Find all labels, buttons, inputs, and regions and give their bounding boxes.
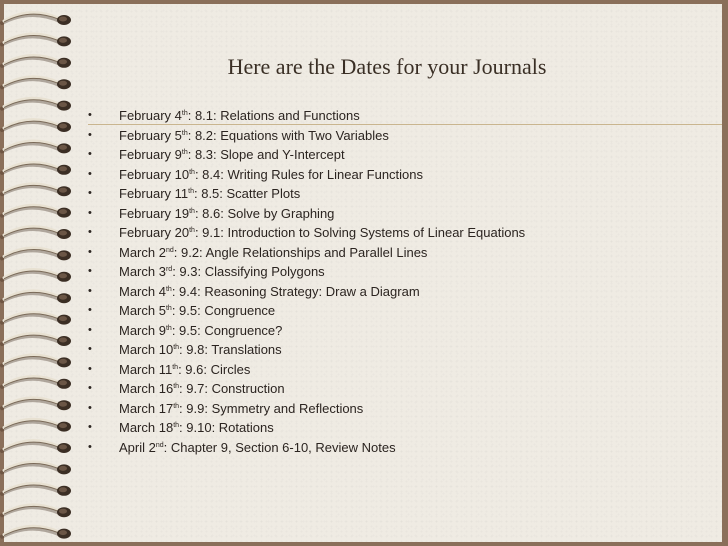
date-label: February 19 — [119, 205, 190, 221]
topic-label: : 9.2: Angle Relationships and Parallel Lines — [173, 244, 428, 260]
list-item-text — [119, 282, 420, 302]
topic-label: : 9.5: Congruence? — [171, 322, 283, 338]
date-label: March 5 — [119, 303, 166, 318]
ordinal-suffix: th — [181, 149, 188, 156]
list-item-text — [119, 223, 525, 243]
ordinal-suffix: th — [181, 129, 188, 137]
spiral-ring — [2, 419, 71, 431]
spiral-ring — [2, 441, 71, 453]
date-label: April 2 — [119, 439, 156, 455]
date-label: March 11 — [119, 361, 173, 377]
ordinal-suffix: th — [173, 344, 180, 351]
bullet-icon: • — [88, 401, 92, 414]
ordinal-suffix: rd — [165, 266, 173, 273]
spiral-ring — [2, 184, 71, 196]
list-item-text — [119, 418, 274, 438]
ordinal-suffix: th — [189, 227, 195, 234]
ordinal-suffix: th — [188, 188, 194, 195]
list-item-text — [119, 243, 427, 263]
topic-label: : 9.5: Congruence — [171, 303, 276, 318]
spiral-ring — [2, 483, 71, 495]
spiral-ring — [2, 269, 71, 281]
list-item-text — [119, 262, 325, 282]
topic-label: : 8.2: Equations with Two Variables — [187, 127, 389, 143]
spiral-ring — [2, 98, 71, 110]
ordinal-suffix: th — [165, 305, 172, 312]
topic-label: : 9.3: Classifying Polygons — [172, 264, 325, 279]
topic-label: : 9.4: Reasoning Strategy: Draw a Diagram — [171, 283, 420, 299]
topic-label: : 9.9: Symmetry and Reflections — [179, 400, 364, 416]
ordinal-suffix: th — [173, 383, 180, 390]
date-label: March 2 — [119, 244, 166, 260]
spiral-ring — [2, 334, 71, 346]
list-item-text — [119, 184, 300, 204]
spiral-binding-icon — [0, 0, 80, 546]
spiral-ring — [2, 398, 71, 410]
spiral-ring — [2, 355, 71, 367]
list-item-text — [119, 321, 282, 341]
topic-label: : 9.1: Introduction to Solving Systems of Linear Equations — [194, 225, 526, 240]
topic-label: : 8.6: Solve by Graphing — [194, 205, 335, 221]
bullet-icon: • — [88, 245, 92, 258]
list-item-text — [119, 399, 363, 419]
ordinal-suffix: th — [172, 363, 179, 371]
list-item-text — [119, 126, 389, 146]
date-label: March 4 — [119, 283, 166, 299]
topic-label: : 9.10: Rotations — [179, 420, 274, 435]
topic-label: : 8.1: Relations and Functions — [187, 108, 360, 123]
date-label: March 9 — [119, 322, 166, 338]
ordinal-suffix: th — [165, 324, 172, 332]
topic-label: : 8.4: Writing Rules for Linear Functions — [194, 166, 424, 182]
bullet-icon: • — [88, 323, 92, 336]
bullet-icon: • — [88, 148, 92, 160]
spiral-ring — [2, 312, 71, 324]
bullet-icon: • — [88, 421, 92, 433]
date-label: February 20 — [119, 225, 190, 240]
list-item-text — [119, 438, 396, 458]
ordinal-suffix: th — [173, 402, 180, 410]
topic-label: : 8.3: Slope and Y-Intercept — [187, 147, 345, 162]
bullet-icon: • — [88, 187, 92, 199]
date-label: February 11 — [119, 186, 189, 201]
list-item-text — [119, 165, 423, 185]
spiral-ring — [2, 120, 71, 132]
date-label: March 17 — [119, 400, 174, 416]
ordinal-suffix: th — [189, 207, 195, 215]
bullet-icon: • — [88, 382, 92, 394]
date-label: February 4 — [119, 108, 182, 123]
spiral-ring — [2, 248, 71, 260]
ordinal-suffix: th — [181, 110, 188, 117]
topic-label: : 9.7: Construction — [179, 381, 285, 396]
topic-label: : 9.6: Circles — [178, 361, 251, 377]
spiral-ring — [2, 526, 71, 538]
date-label: March 10 — [119, 342, 174, 357]
ordinal-suffix: th — [189, 168, 195, 176]
bullet-icon: • — [88, 265, 92, 277]
list-item-text — [119, 106, 360, 126]
notebook-page — [4, 4, 722, 542]
list-item-text — [119, 340, 282, 360]
bullet-icon: • — [88, 343, 92, 355]
topic-label: : 8.5: Scatter Plots — [193, 186, 301, 201]
bullet-icon: • — [88, 206, 92, 219]
bullet-icon: • — [88, 304, 92, 316]
bullet-icon: • — [88, 362, 92, 375]
spiral-ring — [2, 34, 71, 46]
bullet-icon: • — [88, 226, 92, 238]
spiral-ring — [2, 291, 71, 303]
date-label: March 18 — [119, 420, 174, 435]
spiral-ring — [2, 205, 71, 217]
date-label: March 3 — [119, 264, 166, 279]
spiral-ring — [2, 227, 71, 239]
spiral-ring — [2, 462, 71, 474]
bullet-icon: • — [88, 284, 92, 297]
list-item-text — [119, 145, 345, 165]
list-item-text — [119, 360, 250, 380]
spiral-ring — [2, 141, 71, 153]
spiral-ring — [2, 162, 71, 174]
bullet-icon: • — [88, 128, 92, 141]
list-item-text — [119, 301, 275, 321]
bullet-icon: • — [88, 109, 92, 121]
spiral-ring — [2, 13, 71, 25]
date-label: February 10 — [119, 166, 190, 182]
bullet-icon: • — [88, 167, 92, 180]
list-item-text — [119, 379, 285, 399]
topic-label: : Chapter 9, Section 6-10, Review Notes — [163, 439, 396, 455]
spiral-ring — [2, 376, 71, 388]
topic-label: : 9.8: Translations — [179, 342, 282, 357]
date-label: February 5 — [119, 127, 182, 143]
list-item-text — [119, 204, 334, 224]
ordinal-suffix: th — [165, 285, 172, 293]
ordinal-suffix: nd — [155, 441, 164, 449]
ordinal-suffix: nd — [165, 246, 174, 254]
slide-title: Here are the Dates for your Journals — [227, 54, 547, 79]
date-label: February 9 — [119, 147, 182, 162]
ordinal-suffix: th — [173, 422, 180, 429]
date-label: March 16 — [119, 381, 174, 396]
spiral-ring — [2, 505, 71, 517]
bullet-icon: • — [88, 440, 92, 453]
